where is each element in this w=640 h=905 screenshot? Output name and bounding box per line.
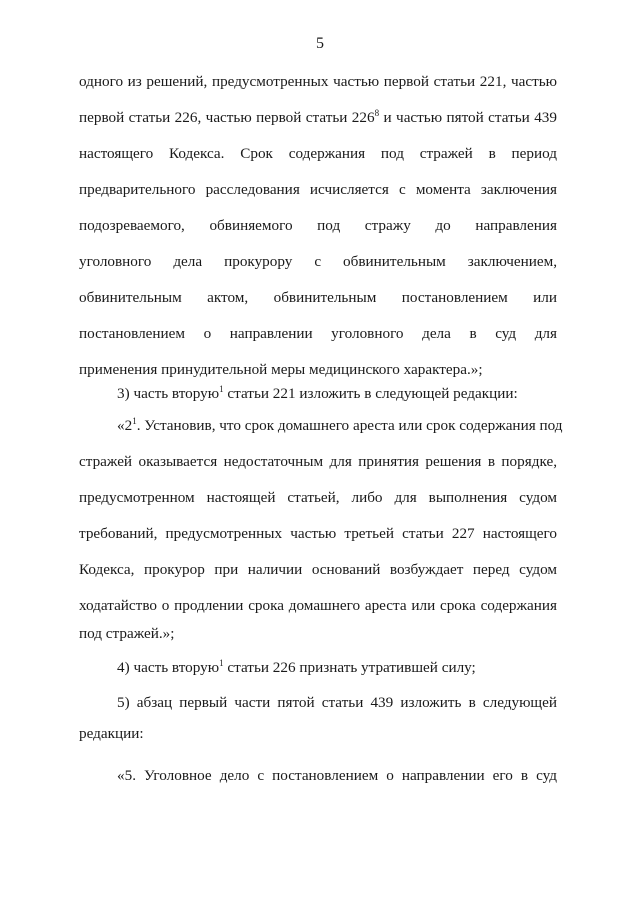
text-line: предусмотренном настоящей статьей, либо для выполнения судом <box>79 489 557 506</box>
superscript: 1 <box>132 416 137 426</box>
superscript: 8 <box>374 108 380 118</box>
text-line: уголовного дела прокурору с обвинительным заключением, <box>79 253 557 270</box>
quoted-paragraph-start: «$2^1$. Установив, что срок домашнего ареста или срок содержания под <box>117 416 563 434</box>
text-line: требований, предусмотренных частью третьей статьи 227 настоящего <box>79 525 557 542</box>
text-line: Кодекса, прокурор при наличии оснований возбуждает перед судом <box>79 561 557 578</box>
text-line: стражей оказывается недостаточным для принятия решения в порядке, <box>79 453 557 470</box>
list-item-4: 4) часть вторую$^1$ статьи 226 признать утратившей силу; <box>117 658 476 676</box>
text-line: обвинительным актом, обвинительным постановлением или <box>79 289 557 306</box>
text-line: подозреваемого, обвиняемого под стражу до направления <box>79 217 557 234</box>
superscript: 1 <box>219 384 224 394</box>
superscript: 1 <box>219 658 224 668</box>
page-number: 5 <box>316 35 324 52</box>
text-line: постановлением о направлении уголовного дела в суд для <box>79 325 557 342</box>
text-line: настоящего Кодекса. Срок содержания под стражей в период <box>79 145 557 162</box>
text-line: первой статьи 226, частью первой статьи $226^8$ и частью пятой статьи 439 <box>79 108 557 126</box>
text-line: предварительного расследования исчисляется с момента заключения <box>79 181 557 198</box>
text-line: под стражей.»; <box>79 625 175 642</box>
text-line: редакции: <box>79 725 144 742</box>
text-line: ходатайство о продлении срока домашнего ареста или срока содержания <box>79 597 557 614</box>
list-item-5: 5) абзац первый части пятой статьи 439 изложить в следующей <box>117 694 557 711</box>
quoted-paragraph-start: «5. Уголовное дело с постановлением о направлении его в суд <box>117 767 557 784</box>
text-line: применения принудительной меры медицинского характера.»; <box>79 361 483 378</box>
list-item-3: 3) часть вторую$^1$ статьи 221 изложить в следующей редакции: <box>117 384 518 402</box>
text-line: одного из решений, предусмотренных частью первой статьи 221, частью <box>79 73 557 90</box>
